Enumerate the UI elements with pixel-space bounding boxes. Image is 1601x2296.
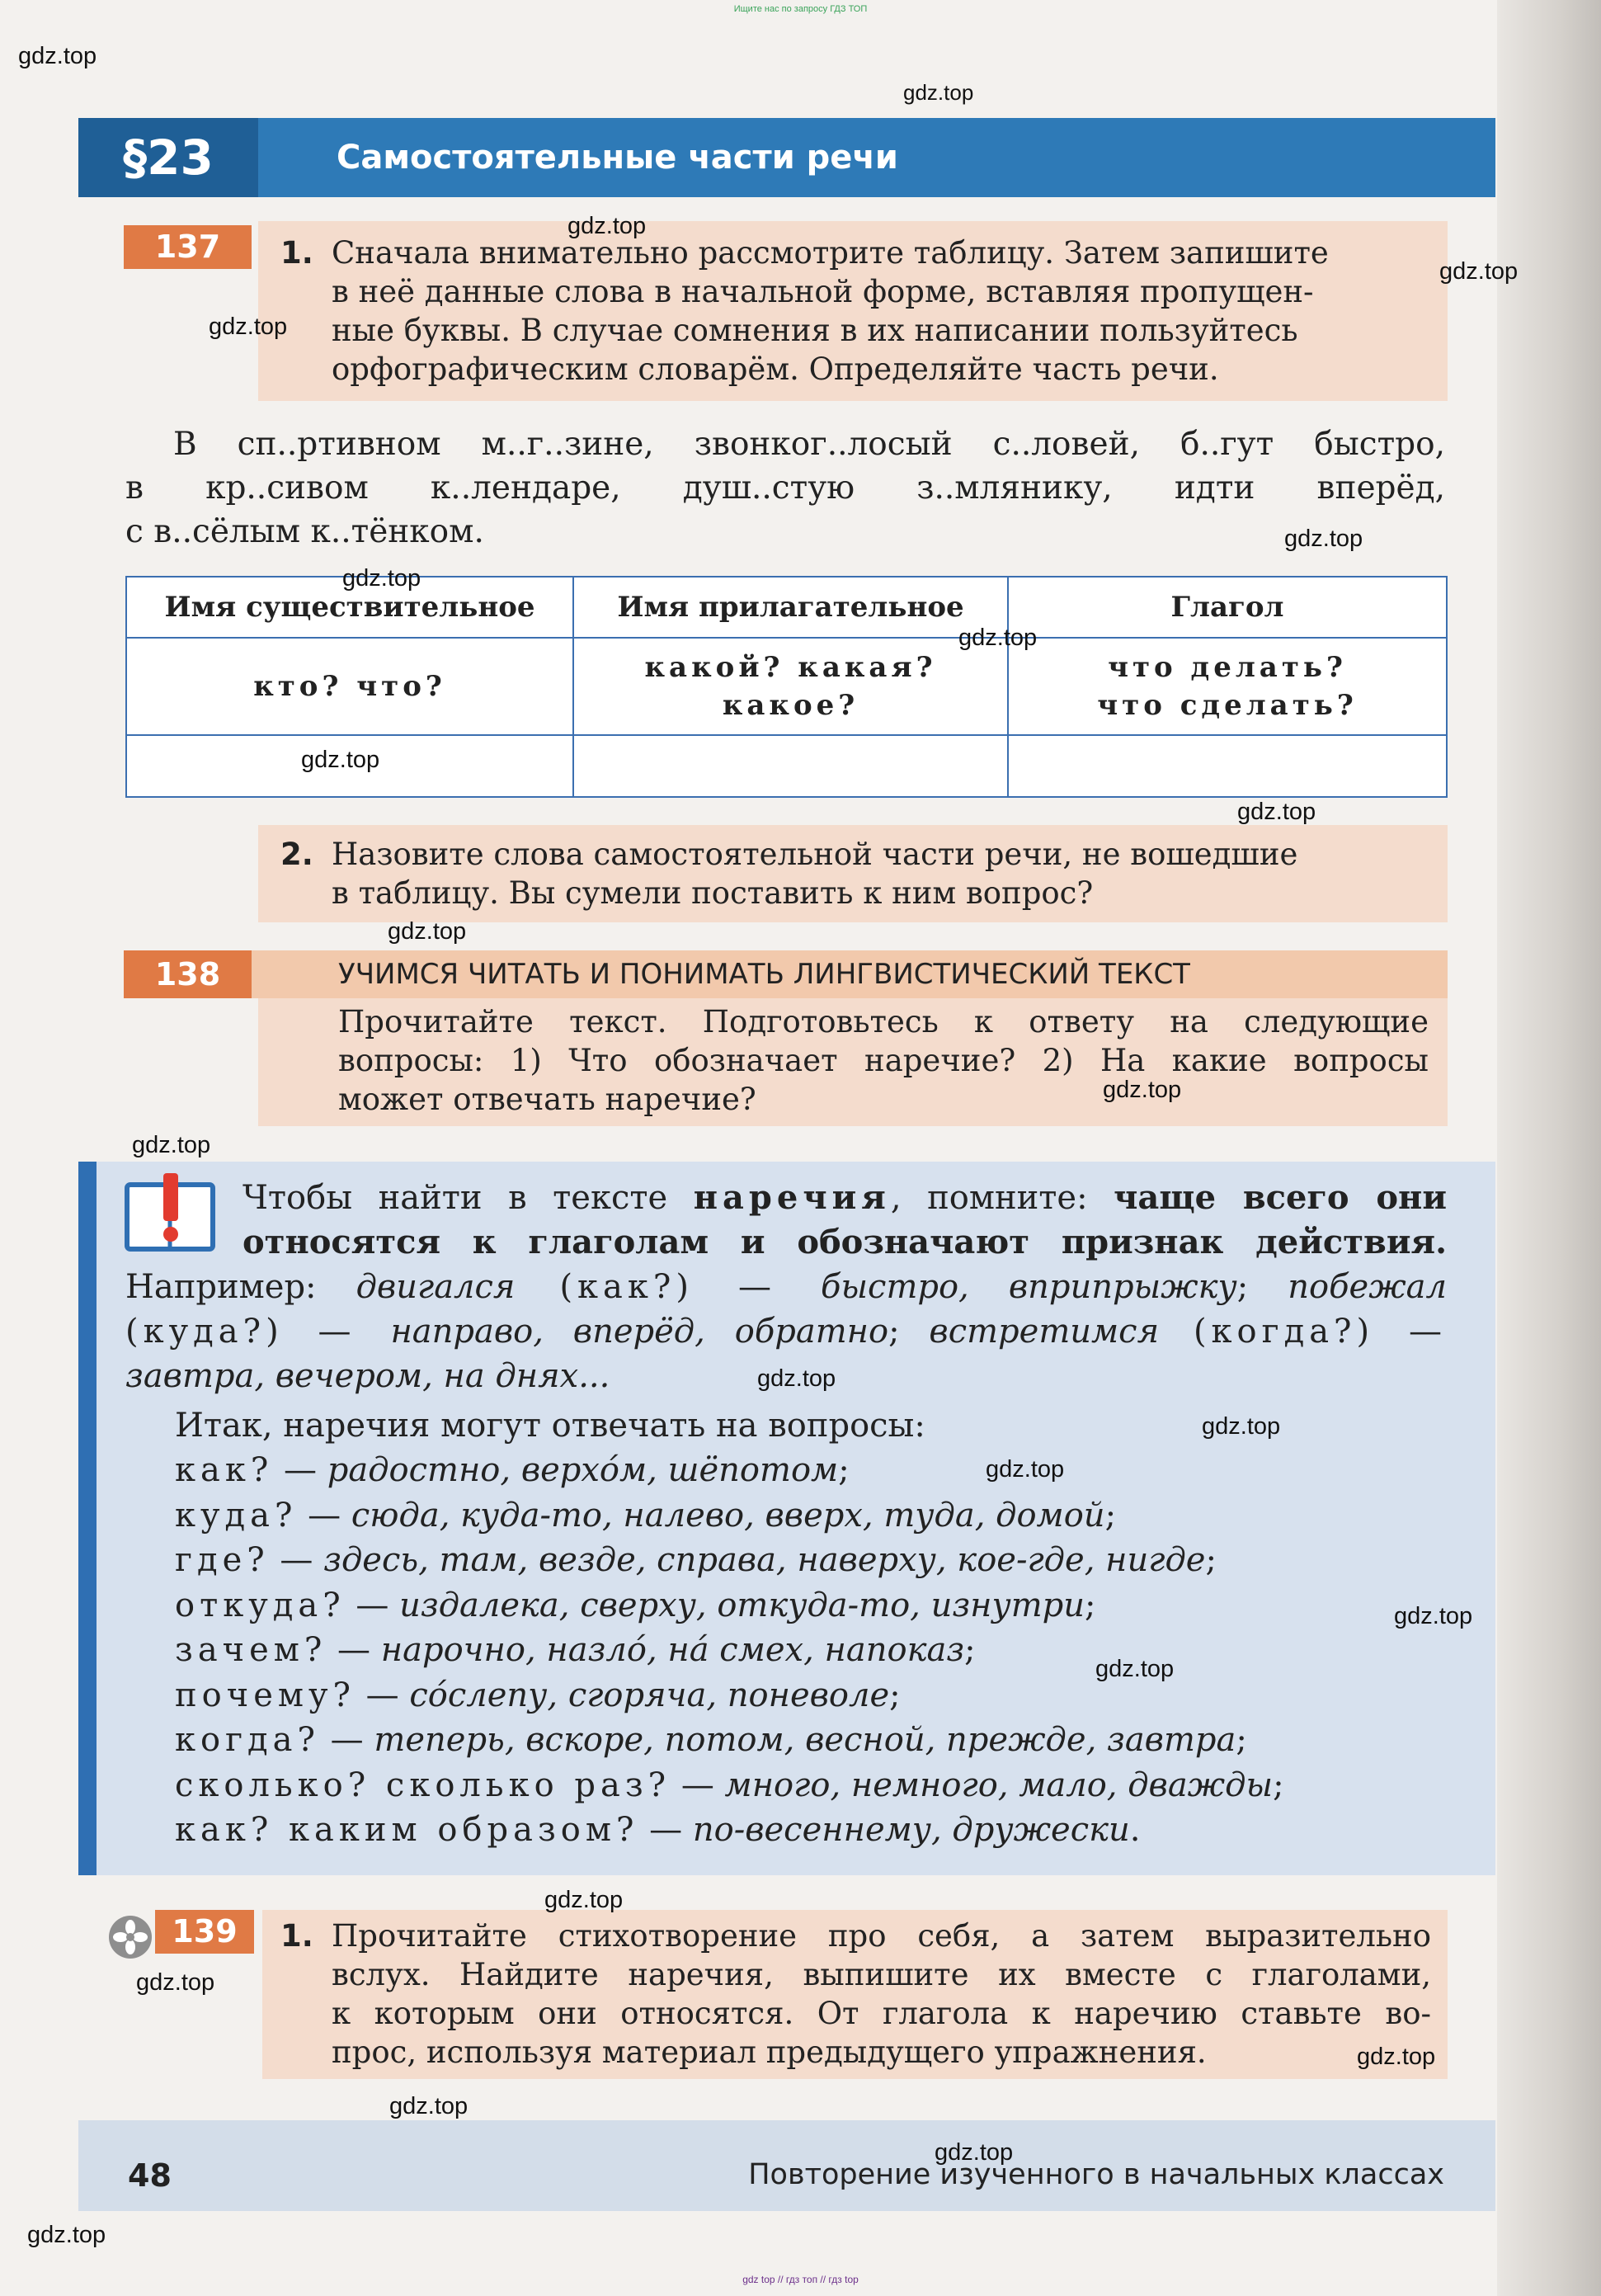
question-word: когда?: [175, 1721, 320, 1759]
question-word: как?: [175, 1451, 274, 1489]
exercise-137-task-2: [280, 835, 1427, 912]
adverb-examples: здесь, там, везде, справа, наверху, кое-где, нигде: [323, 1541, 1206, 1579]
text-line: Прочитайте стихотворение про себя, а затем выразительно: [332, 1918, 1431, 1954]
table-header-adjective: Имя прилагательное: [573, 577, 1008, 638]
dash: —: [319, 1721, 374, 1759]
adverb-examples: по-весеннему, дружески: [692, 1811, 1130, 1849]
punctuation: ;: [889, 1676, 901, 1714]
watermark: gdz.top: [1237, 799, 1316, 825]
punctuation: ;: [1273, 1766, 1284, 1804]
watermark: gdz.top: [903, 80, 974, 105]
bottom-note: gdz top // гдз топ // гдз top: [742, 2274, 859, 2285]
text-line: прос, используя материал предыдущего упражнения.: [332, 2034, 1207, 2070]
text-line: в кр..сивом к..лендаре, душ..стую з..млянику, идти вперёд,: [125, 469, 1445, 507]
rule-strip: [78, 1162, 97, 1875]
exercise-138-text: [338, 1002, 1429, 1119]
punctuation: ;: [1104, 1496, 1117, 1535]
watermark: gdz.top: [1439, 258, 1519, 285]
task-number: 1.: [280, 235, 313, 271]
question-word: зачем?: [175, 1631, 327, 1669]
text-line: ные буквы. В случае сомнения в их написании пользуйтесь: [332, 313, 1298, 348]
table-header-noun: Имя существительное: [126, 577, 573, 638]
adverb-examples: сюда, куда-то, налево, вверх, туда, домой: [351, 1496, 1105, 1535]
adverb-question-row: [175, 1493, 1447, 1539]
watermark: gdz.top: [544, 1887, 624, 1913]
adverb-question-list: [125, 1448, 1447, 1853]
task-number: 2.: [280, 837, 313, 872]
adverb-question-row: [175, 1673, 1447, 1718]
question-word: сколько? сколько раз?: [175, 1766, 671, 1804]
adverb-question-row: [175, 1763, 1447, 1808]
watermark: gdz.top: [18, 43, 97, 69]
page-number: 48: [128, 2157, 172, 2194]
watermark: gdz.top: [388, 918, 467, 945]
watermark: gdz.top: [1394, 1603, 1473, 1629]
rule-line-1: Чтобы найти в тексте наречия, помните: чаще всего они: [243, 1178, 1447, 1217]
text-line: Прочитайте текст. Подготовьтесь к ответу на следующие: [338, 1004, 1429, 1040]
table-cell-empty: [573, 735, 1008, 797]
top-note: Ищите нас по запросу ГДЗ ТОП: [733, 4, 868, 14]
text-line: вопросы: 1) Что обозначает наречие? 2) На какие вопросы: [338, 1043, 1429, 1078]
watermark: gdz.top: [132, 1132, 211, 1158]
text-line: орфографическим словарём. Определяйте часть речи.: [332, 351, 1219, 387]
watermark: gdz.top: [935, 2139, 1014, 2166]
exercise-number-137: 137: [124, 225, 252, 269]
rule-text: [125, 1176, 1447, 1853]
question-word: куда?: [175, 1496, 298, 1535]
task-number: 1.: [280, 1918, 313, 1954]
table-cell-adjective-questions: какой? какая? какое?: [573, 638, 1008, 735]
adverb-question-row: [175, 1628, 1447, 1673]
rule-line-5: завтра, вечером, на днях...: [125, 1357, 610, 1395]
table-cell-verb-questions: что делать? что сделать?: [1008, 638, 1447, 735]
rule-line-4: (куда?) — направо, вперёд, обратно; встретимся (когда?) —: [125, 1313, 1447, 1351]
adverb-question-row: [175, 1583, 1447, 1629]
flower-icon: [107, 1914, 153, 1960]
question-word: откуда?: [175, 1586, 346, 1624]
section-number: §23: [123, 130, 214, 186]
punctuation: ;: [964, 1631, 976, 1669]
table-cell-empty: [1008, 735, 1447, 797]
dash: —: [345, 1586, 400, 1624]
rule-intro: Итак, наречия могут отвечать на вопросы:: [175, 1407, 925, 1445]
punctuation: .: [1129, 1811, 1141, 1849]
footer-title: Повторение изученного в начальных классах: [748, 2158, 1444, 2191]
punctuation: ;: [1085, 1586, 1096, 1624]
watermark: gdz.top: [27, 2222, 106, 2248]
dash: —: [327, 1631, 381, 1669]
adverb-examples: много, немного, мало, дважды: [724, 1766, 1274, 1804]
text-line: Сначала внимательно рассмотрите таблицу. Затем запишите: [332, 235, 1329, 271]
watermark: gdz.top: [1095, 1656, 1175, 1682]
exercise-number-138: 138: [124, 950, 252, 998]
text-line: вслух. Найдите наречия, выпишите их вместе с глаголами,: [332, 1957, 1431, 1992]
exercise-139-task-1: [280, 1916, 1431, 2072]
adverb-question-row: [175, 1448, 1447, 1493]
question-word: как? каким образом?: [175, 1811, 639, 1849]
punctuation: ;: [1236, 1721, 1247, 1759]
watermark: gdz.top: [1357, 2044, 1436, 2070]
watermark: gdz.top: [209, 314, 288, 340]
adverb-examples: нарочно, назлó, нá смех, напоказ: [380, 1631, 965, 1669]
dash: —: [671, 1766, 725, 1804]
watermark: gdz.top: [301, 747, 380, 773]
exercise-137-task-1: [280, 233, 1427, 389]
text-line: может отвечать наречие?: [338, 1082, 756, 1117]
adverb-examples: сóслепу, сгоряча, поневоле: [409, 1676, 890, 1714]
watermark: gdz.top: [342, 565, 421, 592]
watermark: gdz.top: [389, 2093, 469, 2119]
exercise-137-words: [125, 422, 1445, 554]
rule-line-3: Например: двигался (как?) — быстро, вприпрыжку; побежал: [125, 1268, 1447, 1306]
punctuation: ;: [1205, 1541, 1217, 1579]
page-edge: [1497, 0, 1601, 2296]
adverb-examples: радостно, верхóм, шёпотом: [327, 1451, 839, 1489]
table-cell-noun-questions: кто? что?: [126, 638, 573, 735]
watermark: gdz.top: [986, 1456, 1065, 1483]
text-line: с в..сёлым к..тёнком.: [125, 513, 484, 550]
table-header-verb: Глагол: [1008, 577, 1447, 638]
adverb-question-row: [175, 1538, 1447, 1583]
watermark: gdz.top: [757, 1365, 836, 1392]
watermark: gdz.top: [136, 1969, 215, 1996]
adverb-examples: издалека, сверху, откуда-то, изнутри: [399, 1586, 1085, 1624]
text-line: в неё данные слова в начальной форме, вставляя пропущен-: [332, 274, 1314, 309]
watermark: gdz.top: [1103, 1077, 1182, 1103]
adverb-examples: теперь, вскоре, потом, весной, прежде, завтра: [374, 1721, 1236, 1759]
punctuation: ;: [838, 1451, 850, 1489]
text-line: к которым они относятся. От глагола к наречию ставьте во-: [332, 1996, 1431, 2031]
dash: —: [355, 1676, 410, 1714]
question-word: почему?: [175, 1676, 356, 1714]
watermark: gdz.top: [1284, 526, 1363, 552]
adverb-question-row: [175, 1718, 1447, 1763]
dash: —: [273, 1451, 327, 1489]
watermark: gdz.top: [567, 213, 647, 239]
question-word: где?: [175, 1541, 270, 1579]
adverb-question-row: [175, 1808, 1447, 1853]
exercise-138-heading: УЧИМСЯ ЧИТАТЬ И ПОНИМАТЬ ЛИНГВИСТИЧЕСКИЙ ТЕКСТ: [338, 958, 1190, 991]
watermark: gdz.top: [958, 625, 1038, 651]
text-line: Назовите слова самостоятельной части речи, не вошедшие: [332, 837, 1298, 872]
dash: —: [269, 1541, 324, 1579]
section-title: Самостоятельные части речи: [337, 139, 898, 177]
text-line: в таблицу. Вы сумели поставить к ним вопрос?: [332, 875, 1094, 911]
rule-line-2: относятся к глаголам и обозначают признак действия.: [243, 1223, 1447, 1261]
dash: —: [638, 1811, 693, 1849]
exercise-number-139: 139: [155, 1910, 254, 1954]
text-line: В сп..ртивном м..г..зине, звонког..лосый с..ловей, б..гут быстро,: [173, 426, 1445, 463]
dash: —: [297, 1496, 351, 1535]
watermark: gdz.top: [1202, 1413, 1281, 1440]
